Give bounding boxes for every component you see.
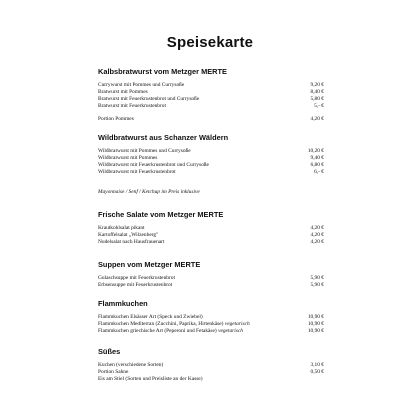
section-suppen — [98, 259, 326, 289]
menu-item: Gulaschsuppe mit Feuerkrustenbrot 5,90 € — [98, 275, 324, 281]
menu-item: Bratwurst mit Feuerkrustenbrot 5,- € — [98, 102, 324, 109]
menu-item: Flammkuchen griechische Art (Peperoni und Fetakäse) vegetarisch 10,90 € — [98, 327, 324, 334]
section-heading: Süßes — [98, 347, 121, 356]
menu-item: Kartoffelsalat „Wilzenberg" 4,20 € — [98, 231, 324, 238]
section-wildbratwurst — [98, 132, 326, 176]
menu-item: Flammkuchen Mediterran (Zucchini, Paprika, Hirtenkäse) vegetarisch 10,90 € — [98, 320, 324, 327]
section-flammkuchen — [98, 298, 326, 335]
menu-item: Currywurst mit Pommes und Currysoße 9,20 € — [98, 82, 324, 88]
page-title: Speisekarte — [166, 34, 254, 51]
menu-item: Wildbratwurst mit Feuerkrustenbrot 6,- € — [98, 168, 324, 175]
vegetarian-tag: vegetarisch — [224, 320, 250, 327]
menu-item: Eis am Stiel (Sorten und Preisliste an der Kasse) — [98, 375, 203, 382]
section-heading: Flammkuchen — [98, 299, 148, 308]
menu-item: Bratwurst mit Feuerkrustenbrot und Currysoße 5,80 € — [98, 95, 324, 102]
menu-item: Wildbratwurst mit Pommes und Currysoße 10,20 € — [98, 148, 324, 154]
menu-item: Nudelsalat nach Hausfrauenart 4,20 € — [98, 238, 324, 245]
condiments-note: Mayonnaise / Senf / Ketchup im Preis inklusive — [98, 189, 200, 195]
section-heading: Suppen vom Metzger MERTE — [98, 260, 201, 269]
section-heading: Frische Salate vom Metzger MERTE — [98, 210, 224, 219]
menu-item: Wildbratwurst mit Feuerkrustenbrot und Currysoße 6,80 € — [98, 161, 324, 168]
section-salate — [98, 209, 326, 246]
section-suesses — [98, 346, 326, 383]
menu-item: Erbsensuppe mit Feuerkrustenbrot 5,90 € — [98, 281, 324, 288]
menu-item: Wildbratwurst mit Pommes 9,40 € — [98, 154, 324, 161]
menu-item: Portion Sahne 0,50 € — [98, 368, 324, 375]
section-kalbsbratwurst — [98, 66, 326, 123]
vegetarian-tag: vegetarisch — [218, 327, 243, 334]
menu-item: Kuchen (verschiedene Sorten) 3,10 € — [98, 362, 324, 368]
menu-item: Flammkuchen Elsässer Art (Speck und Zwiebel) 10,90 € — [98, 314, 324, 320]
section-heading: Kalbsbratwurst vom Metzger MERTE — [98, 67, 227, 76]
section-heading: Wildbratwurst aus Schanzer Wäldern — [98, 133, 229, 142]
menu-item: Krautkohlsalat pikant 4,20 € — [98, 225, 324, 231]
menu-item: Bratwurst mit Pommes 8,40 € — [98, 88, 324, 95]
menu-item: Portion Pommes 4,20 € — [98, 116, 324, 123]
